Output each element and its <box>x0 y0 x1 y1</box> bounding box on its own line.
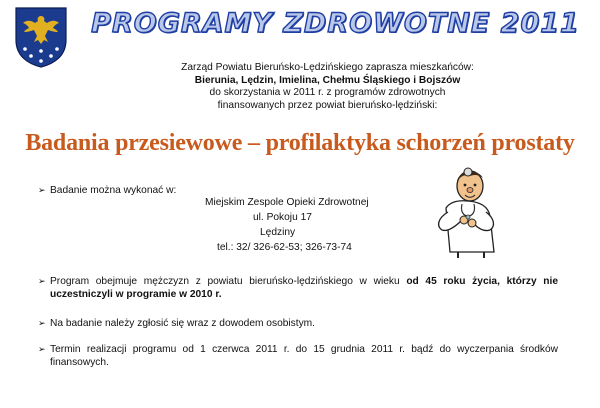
eligibility-text: Program obejmuje mężczyzn z powiatu bieruńsko-lędzińskiego w wieku <box>50 276 407 287</box>
arrow-bullet-icon: ➢ <box>38 185 46 195</box>
eligibility-age: od 45 roku życia, którzy nie uczestniczyli w programie w 2010 r. <box>50 276 559 300</box>
intro-line: Zarząd Powiatu Bieruńsko-Lędzińskiego zaprasza mieszkańców: <box>181 62 474 73</box>
clinic-street: ul. Pokoju 17 <box>253 212 312 223</box>
intro-text <box>120 62 535 112</box>
clinic-address <box>205 195 369 255</box>
bullet-text: Termin realizacji programu od 1 czerwca 2011 r. do 15 grudnia 2011 r. bądź do wyczerpania środków finansowych. <box>50 344 558 368</box>
clinic-name: Miejskim Zespole Opieki Zdrowotnej <box>205 197 369 208</box>
bullet-id-requirement <box>38 317 438 330</box>
bullet-text: Badanie można wykonać w: <box>50 185 177 196</box>
bullet-program-dates <box>38 343 558 369</box>
clinic-phone: tel.: 32/ 326-62-53; 326-73-74 <box>217 242 352 253</box>
arrow-bullet-icon: ➢ <box>38 318 46 328</box>
bullet-text <box>50 275 558 301</box>
intro-line: do skorzystania w 2011 r. z programów zdrowotnych <box>209 87 446 99</box>
clinic-city: Lędziny <box>260 227 296 238</box>
arrow-bullet-icon: ➢ <box>38 276 46 286</box>
doctor-illustration <box>428 160 508 260</box>
intro-line: finansowanych przez powiat bieruńsko-lędziński: <box>217 99 438 111</box>
program-subtitle: Badania przesiewowe – profilaktyka schorzeń prostaty <box>25 130 575 156</box>
intro-towns: Bierunia, Lędzin, Imielina, Chełmu Śląskiego i Bojszów <box>194 74 461 86</box>
page-title: PROGRAMY ZDROWOTNE 2011 <box>91 8 580 39</box>
coat-of-arms-icon <box>14 6 68 68</box>
bullet-text: Na badanie należy zgłosić się wraz z dowodem osobistym. <box>50 318 315 329</box>
arrow-bullet-icon: ➢ <box>38 344 46 354</box>
bullet-eligibility <box>38 275 558 301</box>
